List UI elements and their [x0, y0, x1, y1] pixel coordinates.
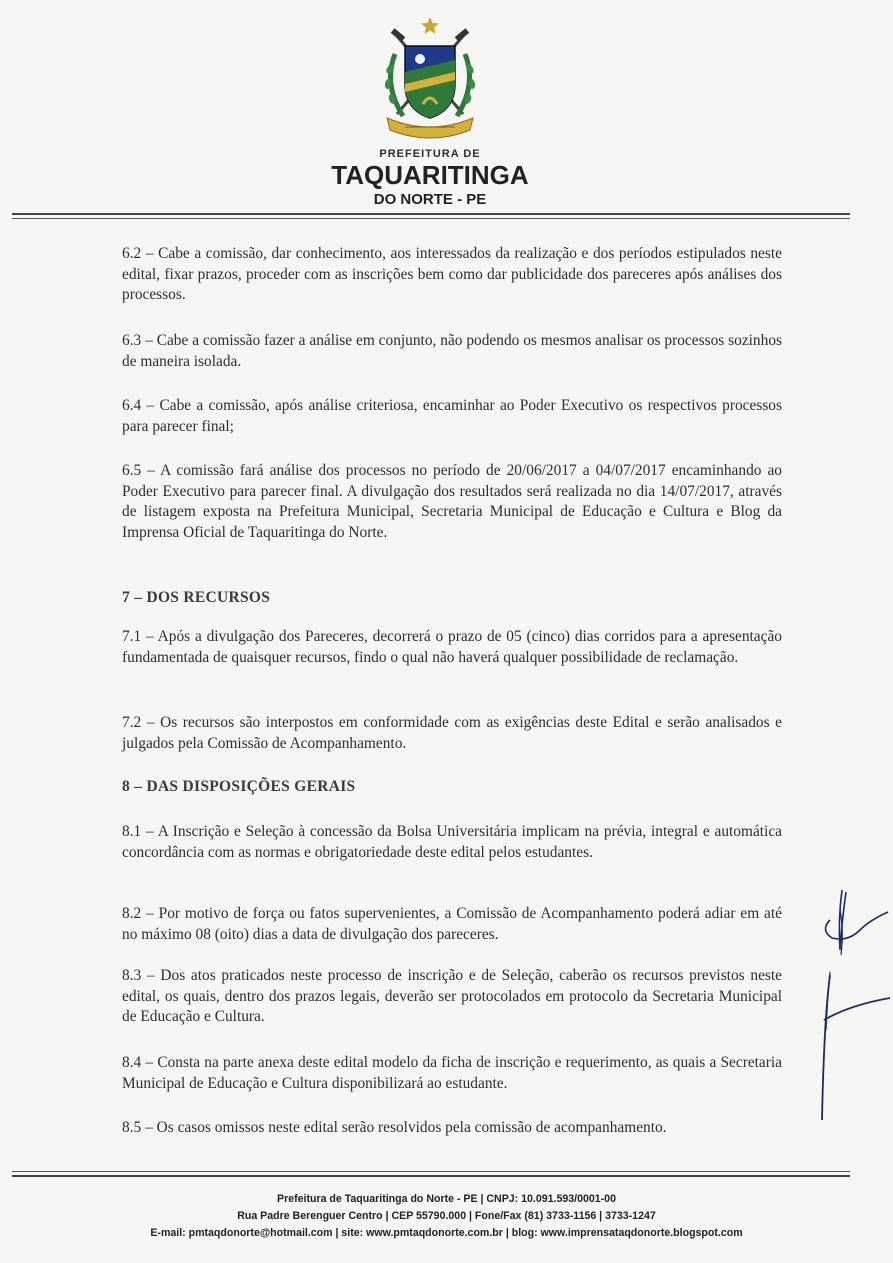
paragraph-6-5: 6.5 – A comissão fará análise dos processos no período de 20/06/2017 a 04/07/2017 encaminhando ao Poder Executivo para parecer final. A divulgação dos resultados será realizada no dia 14/07/2017, através de listagem exposta na Prefeitura Municipal, Secretaria Municipal de Educação e Cultura e Blog da Imprensa Oficial de Taquaritinga do Norte.: [122, 462, 782, 541]
paragraph-8-1: 8.1 – A Inscrição e Seleção à concessão da Bolsa Universitária implicam na prévia, integral e automática concordância com as normas e obrigatoriedade deste edital pelos estudantes.: [122, 823, 782, 861]
section-heading-8: 8 – DAS DISPOSIÇÕES GERAIS: [122, 778, 356, 795]
header-divider: [12, 213, 850, 222]
paragraph-8-2: 8.2 – Por motivo de força ou fatos supervenientes, a Comissão de Acompanhamento poderá adiar em até no máximo 08 (oito) dias a data de divulgação dos pareceres.: [122, 905, 782, 943]
header-city: TAQUARITINGA: [331, 160, 529, 190]
coat-of-arms-icon: [375, 14, 485, 146]
footer-line-2: Rua Padre Berenguer Centro | CEP 55790.000 | Fone/Fax (81) 3733-1156 | 3733-1247: [237, 1210, 656, 1222]
paragraph-6-2: 6.2 – Cabe a comissão, dar conhecimento, aos interessados da realização e dos períodos estipulados neste edital, fixar prazos, proceder com as inscrições bem como dar publicidade dos pareceres após análises dos processos.: [122, 245, 782, 303]
paragraph-7-1: 7.1 – Após a divulgação dos Pareceres, decorrerá o prazo de 05 (cinco) dias corridos para a apresentação fundamentada de quaisquer recursos, findo o qual não haverá qualquer possibilidade de reclamação.: [122, 628, 782, 666]
header-prefix: PREFEITURA DE: [379, 148, 481, 160]
footer-line-1: Prefeitura de Taquaritinga do Norte - PE | CNPJ: 10.091.593/0001-00: [277, 1193, 616, 1205]
paragraph-6-4: 6.4 – Cabe a comissão, após análise criteriosa, encaminhar ao Poder Executivo os respectivos processos para parecer final;: [122, 397, 782, 435]
paragraph-8-3: 8.3 – Dos atos praticados neste processo de inscrição e de Seleção, caberão os recursos previstos neste edital, os quais, dentro dos prazos legais, deverão ser protocolados em protocolo da Secretaria Municipal de Educação e Cultura.: [122, 967, 782, 1025]
section-heading-7: 7 – DOS RECURSOS: [122, 589, 271, 606]
footer-divider: [12, 1171, 850, 1180]
paragraph-7-2: 7.2 – Os recursos são interpostos em conformidade com as exigências deste Edital e serão analisados e julgados pela Comissão de Acompanhamento.: [122, 714, 782, 752]
paragraph-8-4: 8.4 – Consta na parte anexa deste edital modelo da ficha de inscrição e requerimento, as quais a Secretaria Municipal de Educação e Cultura disponibilizará ao estudante.: [122, 1054, 782, 1092]
paragraph-8-5: 8.5 – Os casos omissos neste edital serão resolvidos pela comissão de acompanhamento.: [122, 1119, 667, 1136]
header-region: DO NORTE - PE: [373, 191, 487, 208]
footer-line-3: E-mail: pmtaqdonorte@hotmail.com | site: www.pmtaqdonorte.com.br | blog: www.imprensataqdonorte.blogspot.com: [150, 1227, 743, 1239]
handwritten-signature: [800, 880, 893, 1130]
paragraph-6-3: 6.3 – Cabe a comissão fazer a análise em conjunto, não podendo os mesmos analisar os processos sozinhos de maneira isolada.: [122, 332, 782, 370]
